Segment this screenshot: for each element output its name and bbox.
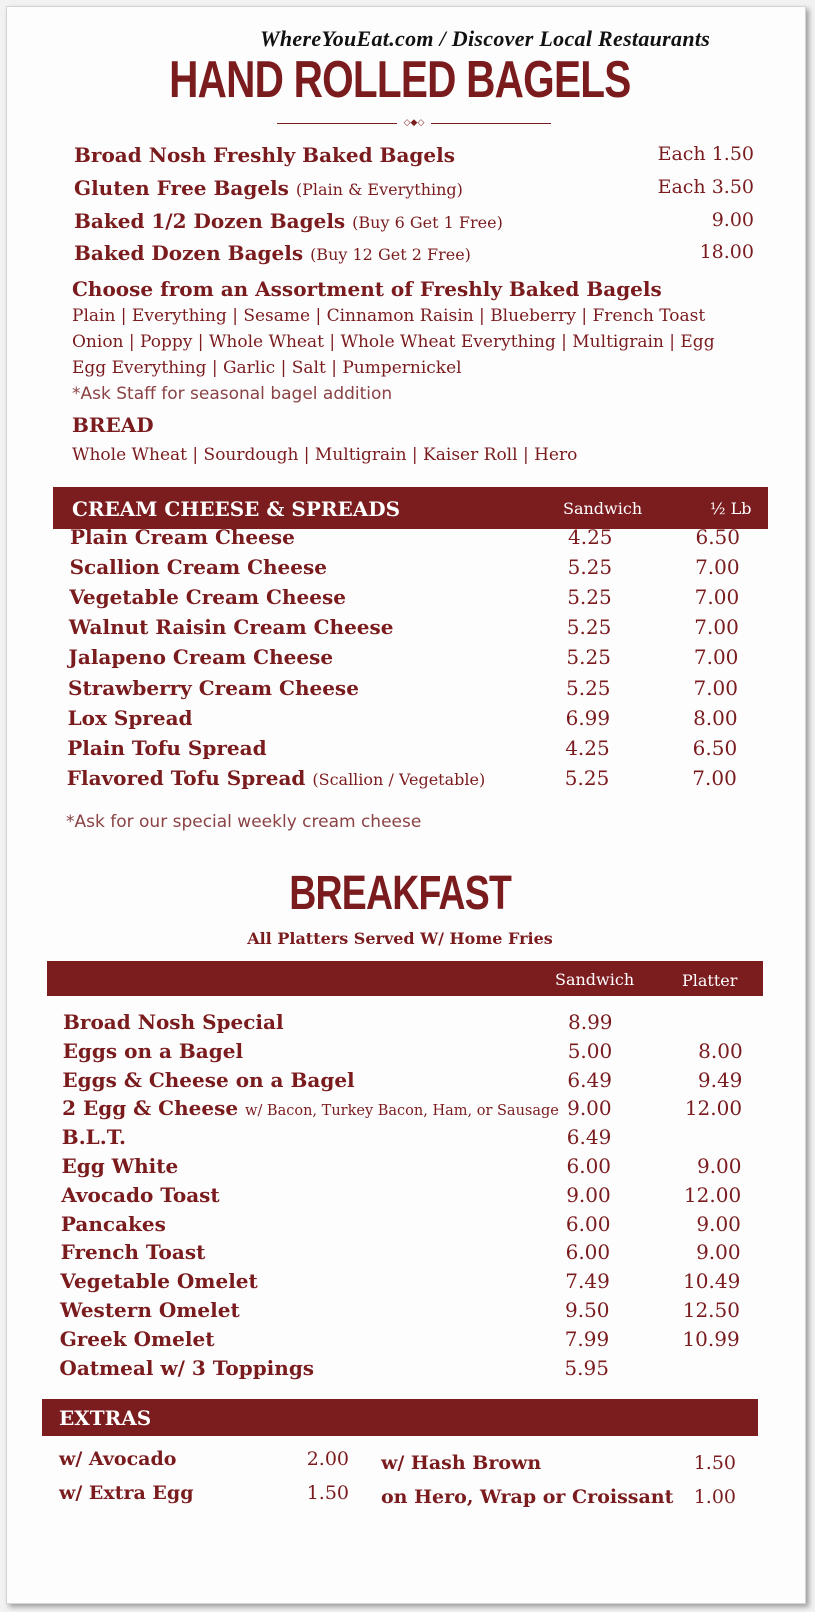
half-lb-price: 6.50 [692, 735, 738, 760]
sandwich-price: 6.49 [567, 1067, 612, 1092]
spreads-col-half-lb: ½ Lb [710, 499, 752, 518]
ornament-icon: ◇◆◇ [403, 118, 425, 128]
platter-price: 10.99 [682, 1326, 740, 1351]
half-lb-price: 7.00 [692, 765, 737, 790]
bagels-heading: HAND ROLLED BAGELS [169, 51, 631, 109]
platter-price: 12.00 [684, 1096, 743, 1121]
site-watermark: WhereYouEat.com / Discover Local Restaurants [260, 26, 711, 51]
extras-heading: EXTRAS [59, 1406, 152, 1430]
platter-price: 9.00 [696, 1154, 742, 1178]
breakfast-col-platter: Platter [682, 971, 738, 990]
platter-price: 9.00 [696, 1211, 741, 1236]
spreads-heading: CREAM CHEESE & SPREADS [72, 497, 401, 521]
ornament-divider [277, 120, 551, 128]
sandwich-price: 7.99 [564, 1326, 610, 1351]
spreads-footnote: *Ask for our special weekly cream cheese [66, 812, 422, 832]
platter-price: 8.00 [698, 1038, 743, 1063]
spreads-col-sandwich: Sandwich [563, 499, 643, 518]
assortment-note: *Ask Staff for seasonal bagel addition [72, 384, 393, 404]
sandwich-price: 5.25 [567, 585, 612, 610]
assortment-line: Plain | Everything | Sesame | Cinnamon Raisin | Blueberry | French Toast [72, 306, 706, 326]
assortment-line: Onion | Poppy | Whole Wheat | Whole Wheat Everything | Multigrain | Egg [72, 332, 715, 352]
platter-price: 10.49 [683, 1269, 741, 1294]
sandwich-price: 9.00 [567, 1096, 612, 1121]
sandwich-price: 4.25 [568, 525, 613, 549]
spreads-header-band [53, 487, 768, 529]
sandwich-price: 9.00 [566, 1182, 611, 1207]
bread-title: BREAD [72, 413, 154, 437]
half-lb-price: 8.00 [693, 705, 738, 730]
sandwich-price: 7.49 [565, 1269, 610, 1294]
half-lb-price: 7.00 [693, 675, 738, 700]
platter-price: 9.00 [696, 1240, 741, 1265]
platter-price: 12.00 [683, 1182, 742, 1207]
sandwich-price: 9.50 [565, 1298, 610, 1322]
sandwich-price: 5.25 [567, 555, 613, 580]
extras-header-band [42, 1399, 758, 1436]
half-lb-price: 7.00 [693, 645, 739, 670]
breakfast-col-sandwich: Sandwich [555, 970, 635, 989]
half-lb-price: 7.00 [695, 555, 740, 580]
assortment-line: Egg Everything | Garlic | Salt | Pumpernickel [72, 358, 462, 378]
sandwich-price: 6.00 [565, 1240, 611, 1265]
sandwich-price: 5.25 [566, 615, 612, 640]
sandwich-price: 5.25 [566, 645, 611, 670]
sandwich-price: 5.95 [564, 1355, 609, 1380]
half-lb-price: 6.50 [695, 525, 740, 549]
platter-price: 12.50 [682, 1298, 740, 1322]
sandwich-price: 6.00 [565, 1211, 611, 1236]
sandwich-price: 6.99 [565, 705, 611, 730]
sandwich-price: 4.25 [565, 735, 610, 760]
breakfast-header-band [47, 961, 763, 996]
breakfast-subheading: All Platters Served W/ Home Fries [247, 929, 553, 948]
sandwich-price: 5.25 [566, 675, 611, 700]
sandwich-price: 5.25 [564, 765, 610, 790]
bread-list: Whole Wheat | Sourdough | Multigrain | Kaiser Roll | Hero [72, 445, 578, 465]
platter-price: 9.49 [697, 1067, 743, 1092]
assortment-title: Choose from an Assortment of Freshly Baked Bagels [72, 277, 662, 301]
sandwich-price: 6.49 [566, 1125, 612, 1150]
half-lb-price: 7.00 [694, 585, 740, 610]
breakfast-heading: BREAKFAST [289, 867, 511, 920]
sandwich-price: 8.99 [568, 1010, 613, 1034]
sandwich-price: 5.00 [567, 1038, 613, 1063]
sandwich-price: 6.00 [566, 1154, 612, 1178]
half-lb-price: 7.00 [694, 615, 739, 640]
